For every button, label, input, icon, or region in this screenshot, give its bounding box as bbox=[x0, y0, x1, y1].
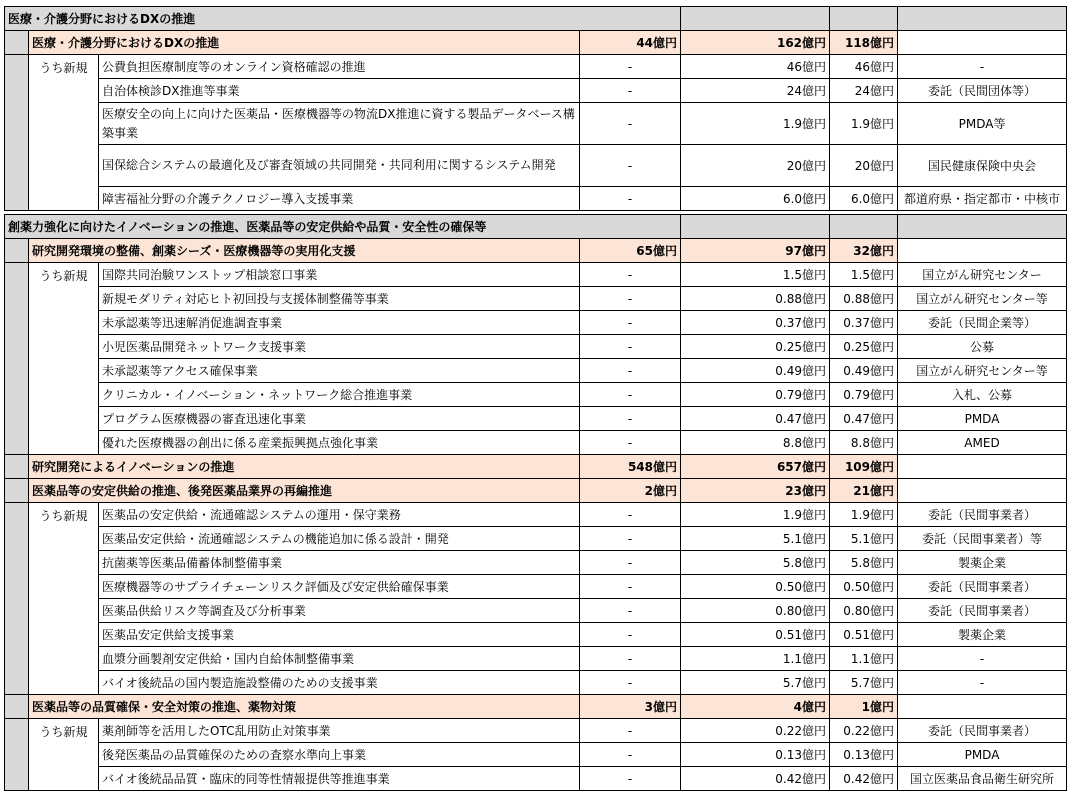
amount-prev: - bbox=[580, 263, 681, 287]
amount-diff: 1億円 bbox=[830, 695, 898, 719]
amount-request: 8.8億円 bbox=[681, 431, 830, 455]
item-name: 未承認薬等アクセス確保事業 bbox=[99, 359, 580, 383]
table-row bbox=[5, 527, 1067, 551]
amount-request: 0.50億円 bbox=[681, 575, 830, 599]
amount-request: 1.5億円 bbox=[681, 263, 830, 287]
amount-request: 6.0億円 bbox=[681, 187, 830, 211]
item-name: 医薬品の安定供給・流通確認システムの運用・保守業務 bbox=[99, 503, 580, 527]
amount-prev: 2億円 bbox=[580, 479, 681, 503]
amount-diff: 20億円 bbox=[830, 145, 898, 187]
amount-prev: - bbox=[580, 383, 681, 407]
amount-diff: 0.49億円 bbox=[830, 359, 898, 383]
executor bbox=[898, 455, 1067, 479]
category-heading: 研究開発環境の整備、創薬シーズ・医療機器等の実用化支援 bbox=[29, 239, 580, 263]
indent-cell bbox=[5, 55, 29, 211]
executor: 委託（民間団体等） bbox=[898, 79, 1067, 103]
amount-diff: 109億円 bbox=[830, 455, 898, 479]
table-row bbox=[5, 719, 1067, 743]
drug-innovation-budget-table bbox=[4, 214, 1067, 791]
executor: 公募 bbox=[898, 335, 1067, 359]
executor: 国立医薬品食品衛生研究所 bbox=[898, 767, 1067, 791]
amount-prev: - bbox=[580, 287, 681, 311]
executor: 委託（民間事業者）等 bbox=[898, 527, 1067, 551]
amount-diff: 1.9億円 bbox=[830, 103, 898, 145]
amount-prev: - bbox=[580, 551, 681, 575]
category-heading-row bbox=[5, 455, 1067, 479]
item-name: 血漿分画製剤安定供給・国内自給体制整備事業 bbox=[99, 647, 580, 671]
amount-diff: 6.0億円 bbox=[830, 187, 898, 211]
table-row bbox=[5, 623, 1067, 647]
table-row bbox=[5, 383, 1067, 407]
amount-request: 0.37億円 bbox=[681, 311, 830, 335]
executor bbox=[898, 31, 1067, 55]
amount-diff: 0.79億円 bbox=[830, 383, 898, 407]
item-name: 医療機器等のサプライチェーンリスク評価及び安定供給確保事業 bbox=[99, 575, 580, 599]
executor: 入札、公募 bbox=[898, 383, 1067, 407]
amount-request: 1.9億円 bbox=[681, 503, 830, 527]
amount-diff: 8.8億円 bbox=[830, 431, 898, 455]
amount-request: 1.1億円 bbox=[681, 647, 830, 671]
amount-prev: - bbox=[580, 647, 681, 671]
amount-prev: - bbox=[580, 335, 681, 359]
amount-prev: - bbox=[580, 503, 681, 527]
amount-diff: 118億円 bbox=[830, 31, 898, 55]
executor: PMDA等 bbox=[898, 103, 1067, 145]
table-row bbox=[5, 647, 1067, 671]
amount-request: 5.7億円 bbox=[681, 671, 830, 695]
table-row bbox=[5, 55, 1067, 79]
amount-diff: 5.7億円 bbox=[830, 671, 898, 695]
category-heading: 研究開発によるイノベーションの推進 bbox=[29, 455, 580, 479]
blank-cell bbox=[830, 215, 898, 239]
table-row bbox=[5, 767, 1067, 791]
amount-request: 0.51億円 bbox=[681, 623, 830, 647]
table-row bbox=[5, 187, 1067, 211]
item-name: 国保総合システムの最適化及び審査領域の共同開発・共同利用に関するシステム開発 bbox=[99, 145, 580, 187]
amount-prev: - bbox=[580, 79, 681, 103]
blank-cell bbox=[681, 215, 830, 239]
amount-prev: - bbox=[580, 671, 681, 695]
category-heading: 医薬品等の安定供給の推進、後発医薬品業界の再編推進 bbox=[29, 479, 580, 503]
amount-diff: 24億円 bbox=[830, 79, 898, 103]
executor: 委託（民間事業者） bbox=[898, 599, 1067, 623]
table-row bbox=[5, 599, 1067, 623]
category-heading-row bbox=[5, 479, 1067, 503]
blank-cell bbox=[681, 7, 830, 31]
amount-prev: - bbox=[580, 599, 681, 623]
amount-diff: 0.25億円 bbox=[830, 335, 898, 359]
table-row bbox=[5, 79, 1067, 103]
executor: 委託（民間事業者） bbox=[898, 575, 1067, 599]
amount-request: 24億円 bbox=[681, 79, 830, 103]
amount-diff: 5.8億円 bbox=[830, 551, 898, 575]
amount-diff: 0.88億円 bbox=[830, 287, 898, 311]
amount-request: 0.79億円 bbox=[681, 383, 830, 407]
item-name: 新規モダリティ対応ヒト初回投与支援体制整備等事業 bbox=[99, 287, 580, 311]
amount-prev: - bbox=[580, 743, 681, 767]
table-row bbox=[5, 503, 1067, 527]
indent-cell bbox=[5, 695, 29, 719]
amount-diff: 0.22億円 bbox=[830, 719, 898, 743]
indent-cell bbox=[5, 31, 29, 55]
amount-prev: - bbox=[580, 311, 681, 335]
amount-prev: 44億円 bbox=[580, 31, 681, 55]
item-name: 小児医薬品開発ネットワーク支援事業 bbox=[99, 335, 580, 359]
executor: AMED bbox=[898, 431, 1067, 455]
table-row bbox=[5, 671, 1067, 695]
amount-prev: - bbox=[580, 527, 681, 551]
amount-prev: - bbox=[580, 145, 681, 187]
item-name: クリニカル・イノベーション・ネットワーク総合推進事業 bbox=[99, 383, 580, 407]
table-row bbox=[5, 407, 1067, 431]
item-name: 未承認薬等迅速解消促進調査事業 bbox=[99, 311, 580, 335]
table-row bbox=[5, 311, 1067, 335]
executor: 国立がん研究センター等 bbox=[898, 287, 1067, 311]
item-name: 医薬品安定供給・流通確認システムの機能追加に係る設計・開発 bbox=[99, 527, 580, 551]
category-heading-row bbox=[5, 31, 1067, 55]
executor: 国立がん研究センター bbox=[898, 263, 1067, 287]
table-row bbox=[5, 335, 1067, 359]
amount-request: 23億円 bbox=[681, 479, 830, 503]
executor bbox=[898, 239, 1067, 263]
table-row bbox=[5, 287, 1067, 311]
item-name: プログラム医療機器の審査迅速化事業 bbox=[99, 407, 580, 431]
category-heading-row bbox=[5, 239, 1067, 263]
amount-diff: 0.80億円 bbox=[830, 599, 898, 623]
amount-prev: 548億円 bbox=[580, 455, 681, 479]
executor: 委託（民間企業等） bbox=[898, 311, 1067, 335]
executor: 国民健康保険中央会 bbox=[898, 145, 1067, 187]
table-row bbox=[5, 103, 1067, 145]
executor: 都道府県・指定都市・中核市 bbox=[898, 187, 1067, 211]
table-row bbox=[5, 359, 1067, 383]
item-name: 抗菌薬等医薬品備蓄体制整備事業 bbox=[99, 551, 580, 575]
item-name: 障害福祉分野の介護テクノロジー導入支援事業 bbox=[99, 187, 580, 211]
blank-cell bbox=[830, 7, 898, 31]
dx-budget-table bbox=[4, 6, 1067, 211]
item-name: 医薬品供給リスク等調査及び分析事業 bbox=[99, 599, 580, 623]
amount-request: 0.47億円 bbox=[681, 407, 830, 431]
amount-prev: 65億円 bbox=[580, 239, 681, 263]
amount-prev: - bbox=[580, 407, 681, 431]
blank-cell bbox=[898, 7, 1067, 31]
amount-diff: 32億円 bbox=[830, 239, 898, 263]
executor: 委託（民間事業者） bbox=[898, 719, 1067, 743]
executor: - bbox=[898, 55, 1067, 79]
item-name: 自治体検診DX推進等事業 bbox=[99, 79, 580, 103]
amount-request: 4億円 bbox=[681, 695, 830, 719]
amount-prev: - bbox=[580, 55, 681, 79]
executor: PMDA bbox=[898, 407, 1067, 431]
amount-request: 0.42億円 bbox=[681, 767, 830, 791]
indent-cell bbox=[5, 479, 29, 503]
amount-request: 1.9億円 bbox=[681, 103, 830, 145]
table-row bbox=[5, 575, 1067, 599]
amount-request: 0.80億円 bbox=[681, 599, 830, 623]
item-name: 医薬品安定供給支援事業 bbox=[99, 623, 580, 647]
table-row bbox=[5, 431, 1067, 455]
executor: - bbox=[898, 647, 1067, 671]
amount-request: 0.25億円 bbox=[681, 335, 830, 359]
amount-diff: 0.13億円 bbox=[830, 743, 898, 767]
section-title: 医療・介護分野におけるDXの推進 bbox=[5, 7, 580, 31]
item-name: 国際共同治験ワンストップ相談窓口事業 bbox=[99, 263, 580, 287]
amount-request: 0.22億円 bbox=[681, 719, 830, 743]
section-title-row bbox=[5, 7, 1067, 31]
new-label: うち新規 bbox=[29, 263, 99, 455]
blank-cell bbox=[898, 215, 1067, 239]
amount-diff: 1.9億円 bbox=[830, 503, 898, 527]
amount-prev: 3億円 bbox=[580, 695, 681, 719]
item-name: バイオ後続品の国内製造施設整備のための支援事業 bbox=[99, 671, 580, 695]
table-row bbox=[5, 743, 1067, 767]
amount-prev: - bbox=[580, 719, 681, 743]
executor: - bbox=[898, 671, 1067, 695]
amount-diff: 0.47億円 bbox=[830, 407, 898, 431]
amount-request: 0.88億円 bbox=[681, 287, 830, 311]
executor: 製薬企業 bbox=[898, 623, 1067, 647]
amount-prev: - bbox=[580, 103, 681, 145]
amount-diff: 1.1億円 bbox=[830, 647, 898, 671]
amount-diff: 21億円 bbox=[830, 479, 898, 503]
amount-request: 97億円 bbox=[681, 239, 830, 263]
table-row bbox=[5, 145, 1067, 187]
amount-diff: 5.1億円 bbox=[830, 527, 898, 551]
amount-request: 0.13億円 bbox=[681, 743, 830, 767]
amount-diff: 0.50億円 bbox=[830, 575, 898, 599]
amount-request: 20億円 bbox=[681, 145, 830, 187]
category-heading: 医療・介護分野におけるDXの推進 bbox=[29, 31, 580, 55]
amount-diff: 0.42億円 bbox=[830, 767, 898, 791]
executor: 製薬企業 bbox=[898, 551, 1067, 575]
amount-request: 162億円 bbox=[681, 31, 830, 55]
new-label: うち新規 bbox=[29, 55, 99, 211]
amount-diff: 1.5億円 bbox=[830, 263, 898, 287]
item-name: 医療安全の向上に向けた医薬品・医療機器等の物流DX推進に資する製品データベース構築事業 bbox=[99, 103, 580, 145]
item-name: 薬剤師等を活用したOTC乱用防止対策事業 bbox=[99, 719, 580, 743]
amount-prev: - bbox=[580, 767, 681, 791]
amount-diff: 0.37億円 bbox=[830, 311, 898, 335]
amount-prev: - bbox=[580, 431, 681, 455]
indent-cell bbox=[5, 503, 29, 695]
category-heading-row bbox=[5, 695, 1067, 719]
blank-cell bbox=[580, 215, 681, 239]
item-name: 公費負担医療制度等のオンライン資格確認の推進 bbox=[99, 55, 580, 79]
blank-cell bbox=[580, 7, 681, 31]
amount-diff: 0.51億円 bbox=[830, 623, 898, 647]
amount-prev: - bbox=[580, 359, 681, 383]
executor bbox=[898, 479, 1067, 503]
item-name: 優れた医療機器の創出に係る産業振興拠点強化事業 bbox=[99, 431, 580, 455]
executor: 国立がん研究センター等 bbox=[898, 359, 1067, 383]
section-title-row bbox=[5, 215, 1067, 239]
indent-cell bbox=[5, 455, 29, 479]
amount-request: 5.1億円 bbox=[681, 527, 830, 551]
category-heading: 医薬品等の品質確保・安全対策の推進、薬物対策 bbox=[29, 695, 580, 719]
new-label: うち新規 bbox=[29, 503, 99, 695]
amount-request: 0.49億円 bbox=[681, 359, 830, 383]
amount-request: 5.8億円 bbox=[681, 551, 830, 575]
executor bbox=[898, 695, 1067, 719]
amount-prev: - bbox=[580, 187, 681, 211]
amount-request: 46億円 bbox=[681, 55, 830, 79]
table-row bbox=[5, 551, 1067, 575]
amount-request: 657億円 bbox=[681, 455, 830, 479]
indent-cell bbox=[5, 719, 29, 791]
executor: 委託（民間事業者） bbox=[898, 503, 1067, 527]
item-name: バイオ後続品品質・臨床的同等性情報提供等推進事業 bbox=[99, 767, 580, 791]
amount-prev: - bbox=[580, 623, 681, 647]
amount-diff: 46億円 bbox=[830, 55, 898, 79]
indent-cell bbox=[5, 263, 29, 455]
executor: PMDA bbox=[898, 743, 1067, 767]
amount-prev: - bbox=[580, 575, 681, 599]
indent-cell bbox=[5, 239, 29, 263]
section-title: 創薬力強化に向けたイノベーションの推進、医薬品等の安定供給や品質・安全性の確保等 bbox=[5, 215, 580, 239]
item-name: 後発医薬品の品質確保のための査察水準向上事業 bbox=[99, 743, 580, 767]
table-row bbox=[5, 263, 1067, 287]
new-label: うち新規 bbox=[29, 719, 99, 791]
